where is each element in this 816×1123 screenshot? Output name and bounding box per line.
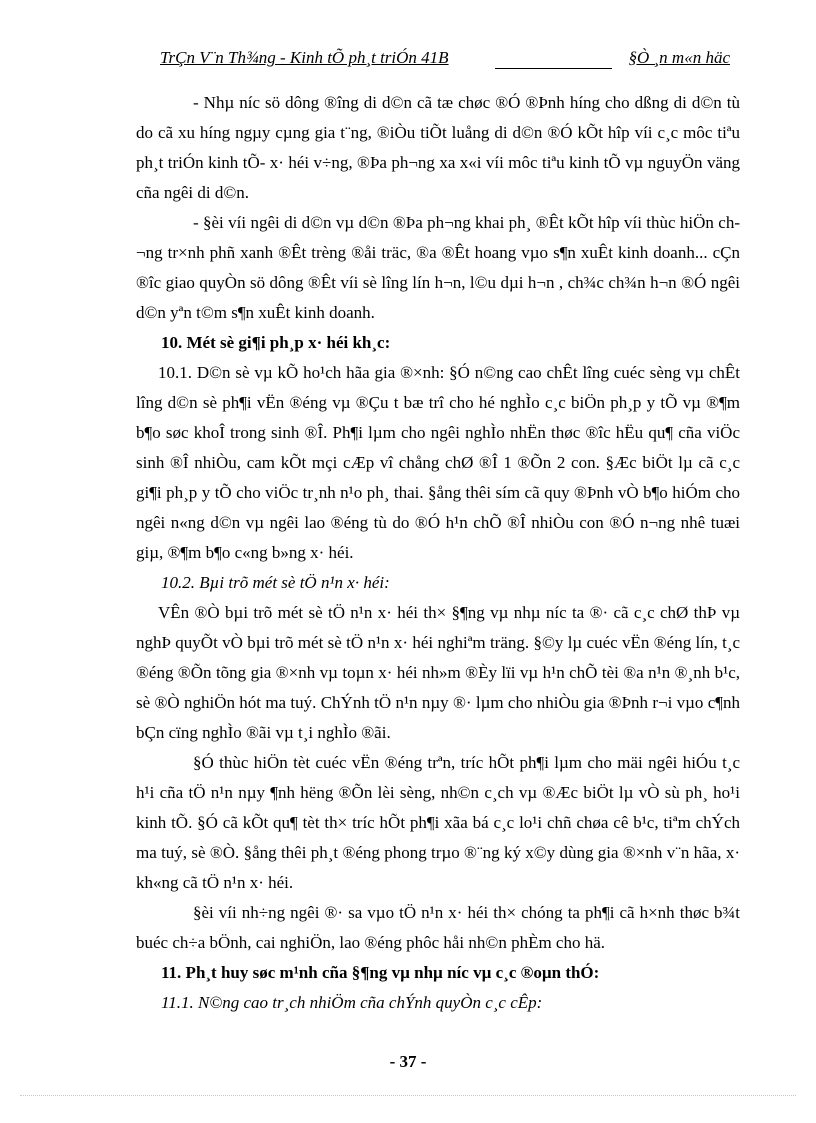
paragraph-social-evils: VÊn ®Ò bµi trõ mét sè tÖ n¹n x· héi th× §¶ng vµ nhµ níc ta ®· cã c¸c chØ thÞ vµ nghÞ quyÕt vÒ bµi trõ mét sè tÖ n¹n x· héi nghiªm träng. §©y lµ cuéc vËn ®éng lín, t¸c ®éng ®Õn tõng gia ®×nh vµ toµn x· héi nh»m ®Èy lïi vµ h¹n chÕ tèi ®a n¹n ®¸nh b¹c, sè ®Ò nghiÖn hót ma tuý. ChÝnh tÖ n¹n nµy ®· lµm cho nhiÒu gia ®Þnh r¬i vµo c¶nh bÇn cïng nghÌo ®ãi vµ t¸i nghÌo ®ãi. xyxy=(136,603,740,742)
page-bottom-divider xyxy=(20,1095,796,1096)
heading-section-11: 11. Ph¸t huy søc m¹nh cña §¶ng vµ nhµ níc vµ c¸c ®oµn thÓ: xyxy=(161,963,600,982)
paragraph-state-migration: - Nhµ níc sö dông ®îng di d©n cã tæ chøc ®Ó ®Þnh híng cho dßng di d©n tù do cã xu híng ngµy cµng gia t¨ng, ®iÒu tiÕt luång di d©n ®Ó kÕt hîp víi c¸c môc tiªu ph¸t triÓn kinh tÕ- x· héi v÷ng, ®Þa ph¬ng xa x«i víi môc tiªu kinh tÕ vµ nguyÖn väng cña ngêi di d©n. xyxy=(136,93,740,202)
page-header xyxy=(160,48,730,72)
header-subject: §Ò ¸n m«n häc xyxy=(628,48,730,67)
page-number: - 37 - xyxy=(389,1052,427,1071)
paragraph-migrants-land: - §èi víi ngêi di d©n vµ d©n ®Þa ph¬ng khai ph¸ ®Êt kÕt hîp víi thùc hiÖn ch¬ng tr×nh phñ xanh ®Êt trèng ®åi träc, ®a ®Êt hoang vµo s¶n xuÊt kinh doanh... cÇn ®îc giao quyÒn sö dông ®Êt víi sè lîng lín h¬n, l©u dµi h¬n , ch¾c ch¾n h¬n ®Ó ngêi d©n yªn t©m s¶n xuÊt kinh doanh. xyxy=(136,213,740,322)
header-author-title: TrÇn V¨n Th¾ng - Kinh tÕ ph¸t triÓn 41B xyxy=(160,48,449,67)
document-body xyxy=(136,88,740,1018)
paragraph-campaign: §Ó thùc hiÖn tèt cuéc vËn ®éng trªn, tríc hÕt ph¶i lµm cho mäi ngêi hiÓu t¸c h¹i cña tÖ n¹n nµy ¶nh hëng ®Õn lèi sèng, nh©n c¸ch vµ ®Æc biÖt lµ vÒ sù ph¸ ho¹i kinh tÕ. §Ó cã kÕt qu¶ tèt th× tríc hÕt ph¶i xãa bá c¸c lo¹i chñ chøa cê b¹c, tiªm chÝch ma tuý, sè ®Ò. §ång thêi ph¸t ®éng phong trµo ®¨ng ký x©y dùng gia ®×nh v¨n hãa, x· kh«ng cã tÖ n¹n x· héi. xyxy=(136,753,740,892)
heading-section-10: 10. Mét sè gi¶i ph¸p x· héi kh¸c: xyxy=(161,333,391,352)
subheading-10-2: 10.2. Bµi trõ mét sè tÖ n¹n x· héi: xyxy=(161,573,390,592)
paragraph-population-planning: 10.1. D©n sè vµ kÕ ho¹ch hãa gia ®×nh: §Ó n©ng cao chÊt lîng cuéc sèng vµ chÊt lîng d©n sè ph¶i vËn ®éng vµ ®Çu t bæ trî cho hé nghÌo c¸c biÖn ph¸p y tÕ vµ ®¶m b¶o søc khoÎ trong sinh ®Î. Ph¶i lµm cho ngêi nghÌo nhËn thøc ®îc hËu qu¶ cña viÖc sinh ®Î nhiÒu, cam kÕt mçi cÆp vî chång chØ ®Î 1 ®Õn 2 con. §Æc biÖt lµ cã c¸c gi¶i ph¸p y tÕ cho viÖc tr¸nh n¹o ph¸ thai. §ång thêi sím cã quy ®Þnh vÒ b¶o hiÓm cho ngêi n«ng d©n vµ ngêi lao ®éng tù do ®Ó h¹n chÕ ®Î nhiÒu con ®Ó n¬ng nhê tuæi giµ, ®¶m b¶o c«ng b»ng x· héi. xyxy=(136,363,740,562)
paragraph-rehabilitation: §èi víi nh÷ng ngêi ®· sa vµo tÖ n¹n x· héi th× chóng ta ph¶i cã h×nh thøc b¾t buéc ch÷a bÖnh, cai nghiÖn, lao ®éng phôc håi nh©n phÈm cho hä. xyxy=(136,903,740,952)
header-rule xyxy=(495,68,612,69)
subheading-11-1: 11.1. N©ng cao tr¸ch nhiÖm cña chÝnh quyÒn c¸c cÊp: xyxy=(161,993,543,1012)
